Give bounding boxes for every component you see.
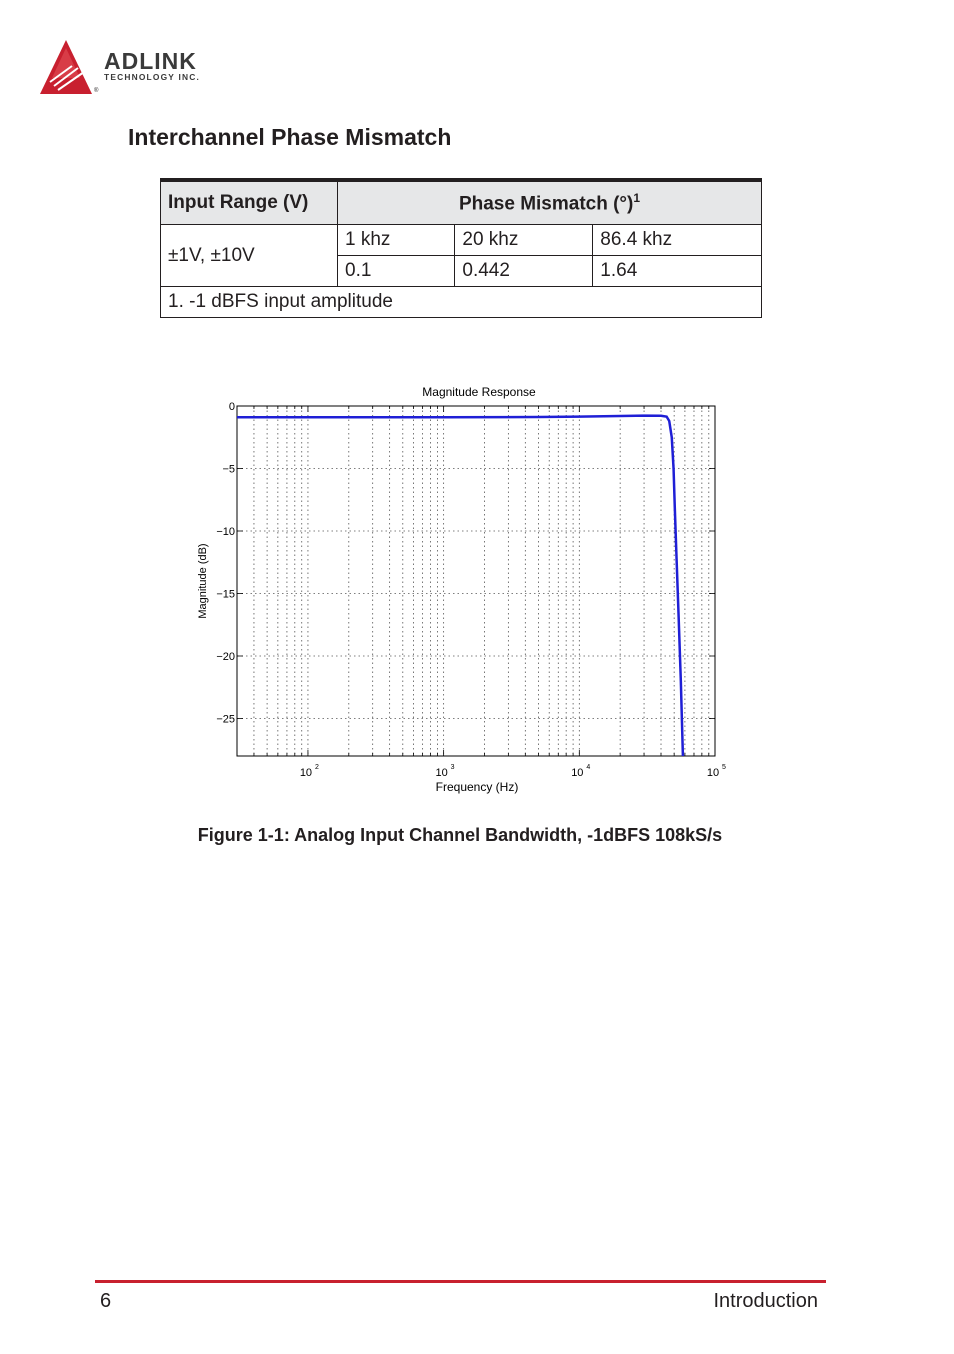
cell-freq-2: 20 khz — [455, 225, 593, 256]
plot-frame — [237, 406, 715, 756]
footer-section-name: Introduction — [713, 1290, 818, 1312]
x-tick-label: 10 — [435, 767, 448, 779]
table-footnote-row — [161, 287, 762, 318]
y-tick-label: −10 — [216, 526, 235, 538]
series-line — [237, 416, 683, 756]
cell-freq-3: 86.4 khz — [593, 225, 762, 256]
x-tick-exponent: 4 — [586, 764, 591, 771]
table-row — [161, 225, 762, 256]
x-tick-label: 10 — [571, 767, 584, 779]
header-phase-mismatch: Phase Mismatch (°)$^1$ — [338, 180, 762, 225]
x-tick-label: 10 — [706, 767, 720, 779]
cell-value-3: 1.64 — [593, 256, 762, 287]
cell-freq-1: 1 khz — [338, 225, 455, 256]
logo-subtitle: TECHNOLOGY INC. — [104, 72, 201, 82]
table-header-row — [161, 180, 762, 225]
y-tick-label: −25 — [216, 713, 235, 726]
cell-value-2: 0.442 — [455, 256, 593, 287]
y-tick-label: −20 — [216, 651, 235, 663]
y-tick-label: −5 — [222, 463, 235, 476]
y-tick-label: −15 — [216, 588, 235, 601]
magnitude-response-chart — [190, 380, 730, 800]
chart-title: Magnitude Response — [422, 385, 536, 399]
x-tick-exponent: 5 — [722, 764, 726, 771]
figure-caption: Figure 1-1: Analog Input Channel Bandwidth, -1dBFS 108kS/s — [197, 825, 723, 845]
logo-brand: ADLINK — [104, 48, 197, 74]
x-axis-label: Frequency (Hz) — [435, 780, 519, 794]
cell-range: ±1V, ±10V — [161, 225, 338, 287]
x-tick-label: 10 — [299, 767, 313, 779]
logo-wordmark — [104, 50, 200, 82]
page-number: 6 — [100, 1290, 112, 1312]
x-tick-exponent: 3 — [450, 764, 455, 771]
header-input-range: Input Range (V) — [161, 180, 338, 225]
footer-divider — [95, 1280, 826, 1283]
table-footnote: 1. -1 dBFS input amplitude — [161, 287, 762, 318]
phase-mismatch-table — [160, 178, 762, 318]
x-tick-exponent: 2 — [314, 764, 319, 771]
section-title: Interchannel Phase Mismatch — [128, 124, 452, 150]
y-tick-label: 0 — [228, 401, 235, 413]
cell-value-1: 0.1 — [338, 256, 455, 287]
y-axis-label: Magnitude (dB) — [197, 543, 209, 619]
registered-mark: ® — [94, 88, 99, 94]
